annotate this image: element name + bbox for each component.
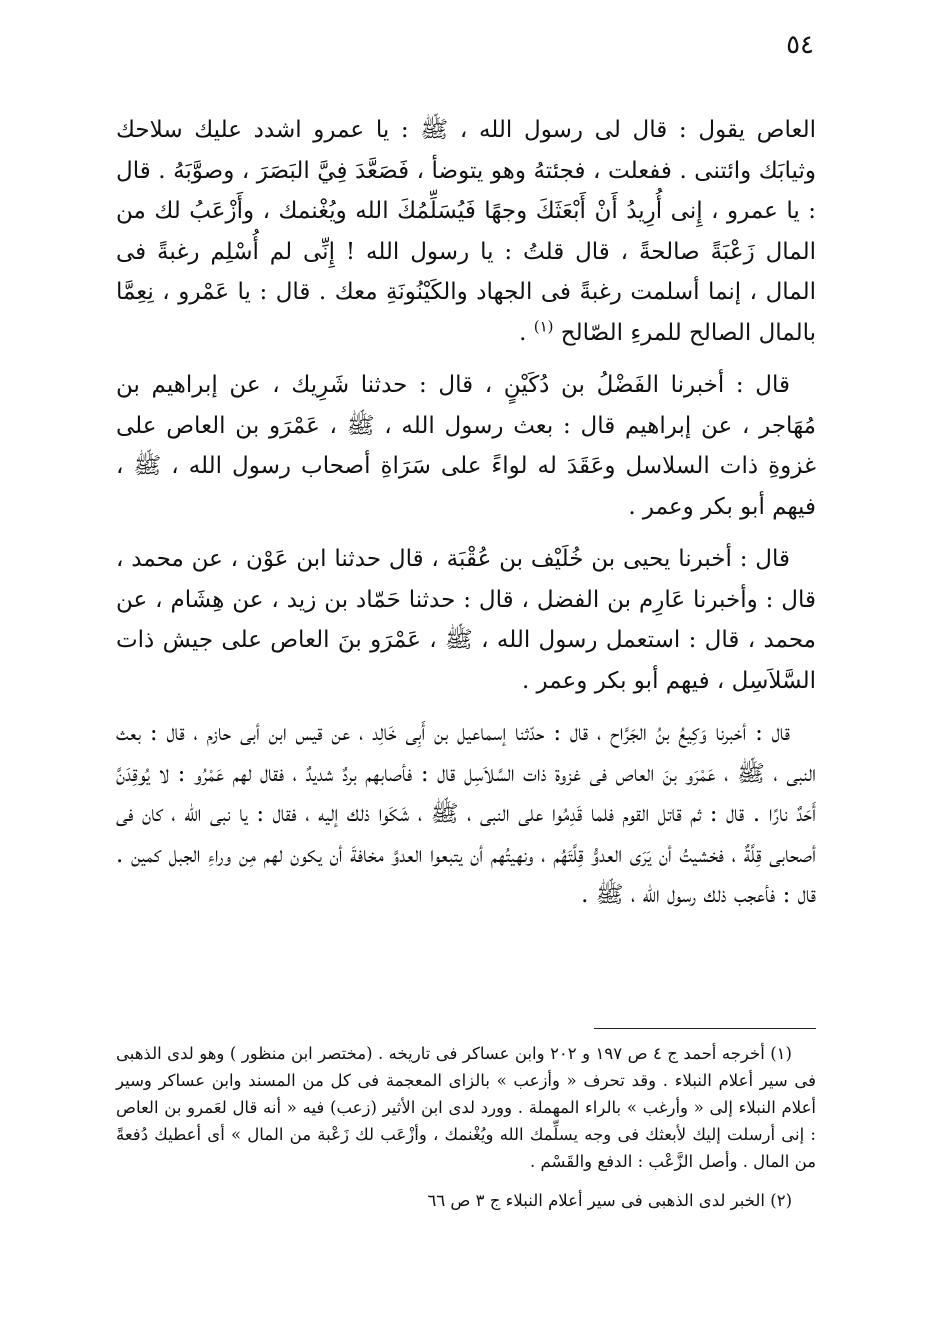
footnote-1: (١) أخرجه أحمد ج ٤ ص ١٩٧ و ٢٠٢ وابن عساكر فى تاريخه . (مختصر ابن منظور ) وهو لدى الذهبى فى سير أعلام النبلاء . وقد تحرف « وأزعب » بالزاى المعجمة فى كل من المسند وابن عساكر وسير أعلام النبلاء إلى « وأرغب » بالراء المهملة . وورد لدى ابن الأثير (زعب) فيه « أنه قال لعَمرو بن العاص : إنى أرسلت إليك لأبعثك فى وجه يسلِّمك الله ويُغْنمك ، وأزْعَب لك زَعْبة من المال » أى أعطيك دُفعةً من المال . وأصل الزَّعْب : الدفع والقَسْم .: [116, 1044, 816, 1171]
paragraph-1-text: العاص يقول : قال لى رسول الله ، ﷺ : يا عمرو اشدد عليك سلاحك وثيابَك وائتنى . ففعلت ، فجئتهُ وهو يتوضأ ، فَصَعَّدَ فِيَّ البَصَرَ ، وصوَّبَهُ . قال : يا عمرو ، إِنى أُرِيدُ أَنْ أَبْعَثَكَ وجهًا فَيُسَلِّمُكَ الله ويُغْنمك ، وأَزْعَبُ لك من المال زَعْبَةً صالحةً ، قال قلتُ : يا رسول الله ! إِنِّى لم أُسْلِم رغبةً فى المال ، إنما أسلمت رغبةً فى الجهاد والكَيْنُونَةِ معك . قال : يا عَمْرو ، نِعِمَّا بالمال الصالح للمرءِ الصّالح: [116, 117, 816, 346]
paragraph-4: قال : أخبرنا وَكِيعُ بنُ الجَرَّاح ، قال : حدّثنا إسماعيل بن أَبِى خَالِد ، عن قيس ابن أبى حازم ، قال : بعث النبى ، ﷺ ، عَمْرَو بنَ العاص فى غزوة ذات السَّلاَسِل قال : فأصابهم بردٌ شديدٌ ، فقال لهم عَمْرُو : لا يُوقِدَنَّ أَحَدٌ نارًا . قال : ثم قاتل القوم فلما قَدِمُوا على النبى ، ﷺ ، شَكَوا ذلك إليه ، فقال : يا نبى الله ، كان فى أصحابى قِلَّةٌ ، فخشيتُ أن يَرَى العدوُّ قِلَّتَهُم ، ونهيتُهم أن يتبعوا العدوَّ مخافةَ أن يكون لهم مِن وراءِ الجبل كمين . قال : فأعجب ذلك رسول الله ، ﷺ .: [116, 720, 816, 908]
footnote-divider: [594, 1028, 816, 1029]
paragraph-3: قال : أخبرنا يحيى بن خُلَيْف بن عُقْبَة ، قال حدثنا ابن عَوْن ، عن محمد ، قال : وأخبرنا عَارِم بن الفضل ، قال : حدثنا حَمّاد بن زيد ، عن هِشَام ، عن محمد ، قال : استعمل رسول الله ، ﷺ ، عَمْرَو بنَ العاص على جيش ذات السَّلاَسِل ، فيهم أبو بكر وعمر .: [116, 546, 816, 694]
page-number: ٥٤: [786, 30, 814, 60]
paragraph-1: [116, 110, 816, 353]
paragraph-1-tail: .: [519, 319, 534, 346]
paragraph-2: قال : أخبرنا الفَضْلُ بن دُكَيْنٍ ، قال : حدثنا شَرِيك ، عن إبراهيم بن مُهَاجر ، عن إبراهيم قال : بعث رسول الله ، ﷺ ، عَمْرَو بن العاص على غزوةِ ذات السلاسل وعَقَدَ له لواءً على سَرَاةِ أصحاب رسول الله ، ﷺ ، فيهم أبو بكر وعمر .: [116, 372, 816, 520]
main-text: [116, 110, 816, 928]
footnotes: [116, 1040, 816, 1226]
footnote-2: (٢) الخبر لدى الذهبى فى سير أعلام النبلاء ج ٣ ص ٦٦: [427, 1191, 792, 1210]
footnote-ref-1[interactable]: (١): [533, 316, 554, 335]
